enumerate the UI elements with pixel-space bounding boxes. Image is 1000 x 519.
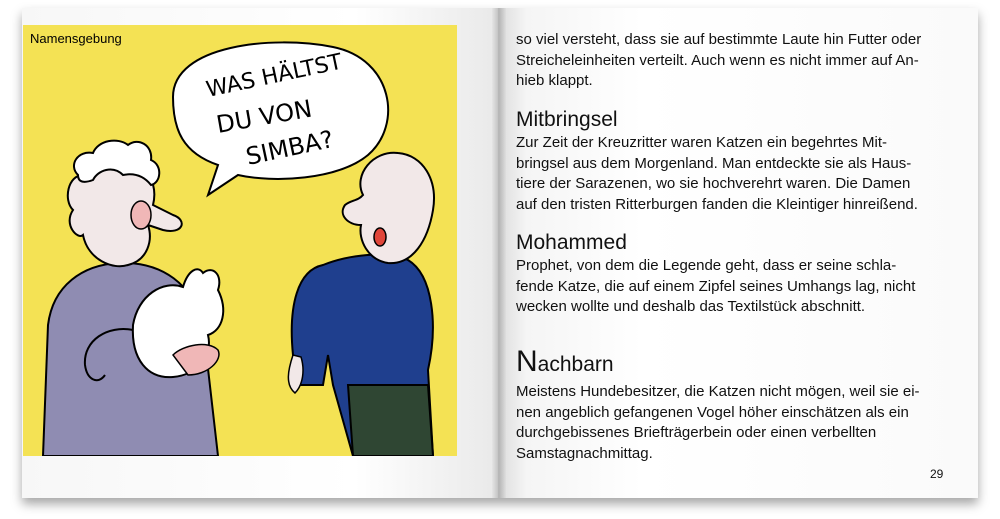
man-pants: [348, 385, 433, 456]
heading-nachbarn-rest: achbarn: [537, 353, 614, 376]
illustration-label: Namensgebung: [30, 31, 122, 46]
book-gutter: [492, 8, 506, 498]
heading-nachbarn-initial: N: [516, 345, 538, 378]
speech-line-3: SIMBA?: [243, 125, 336, 171]
man-mouth: [374, 228, 386, 246]
paragraph-mohammed: Prophet, von dem die Legende geht, dass er seine schla- fende Katze, die auf einem Zipfel seines Umhangs lag, nicht wecken wollte und deshalb das Textilstück abschnitt.: [516, 257, 916, 315]
speech-line-1: WAS HÄLTST: [204, 49, 345, 103]
page-number: 29: [930, 467, 944, 481]
speech-line-2: DU VON: [214, 94, 315, 139]
heading-mohammed: Mohammed: [516, 231, 627, 254]
intro-paragraph: so viel versteht, dass sie auf bestimmte Laute hin Futter oder Streicheleinheiten verteilt. Auch wenn es nicht immer auf An- hieb klappt.: [516, 31, 922, 89]
paragraph-mitbringsel: Zur Zeit der Kreuzritter waren Katzen ein begehrtes Mit- bringsel aus dem Morgenland. Man entdeckte sie als Haus- tiere der Sarazenen, wo sie hochverehrt waren. Die Damen auf den tristen Ritterburgen fanden die Kleintiger hinreißend.: [516, 134, 918, 213]
paragraph-nachbarn: Meistens Hundebesitzer, die Katzen nicht mögen, weil sie ei- nen angeblich gefangenen Vogel höher einschätzen als ein durchgebissenes Briefträgerbein oder einen verbellten Samstagnachmittag.: [516, 383, 920, 462]
cartoon-illustration: [23, 25, 457, 456]
woman-nose: [131, 201, 151, 229]
cartoon-drawing: [23, 25, 457, 456]
heading-mitbringsel: Mitbringsel: [516, 108, 618, 131]
heading-nachbarn: [516, 345, 614, 378]
